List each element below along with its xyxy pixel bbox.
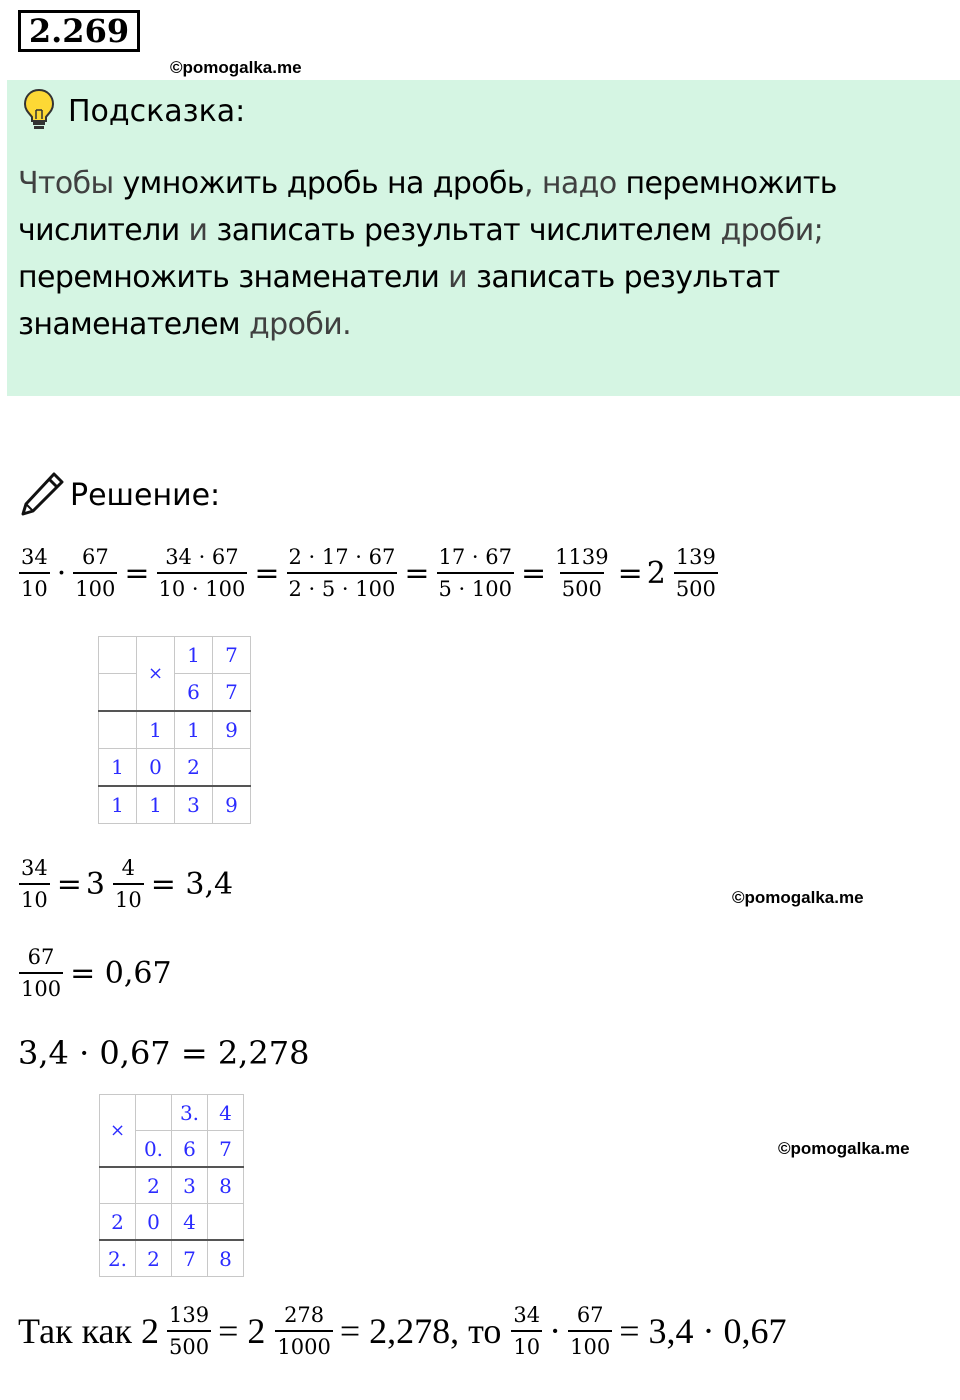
grid-cell: 7 (213, 637, 251, 674)
fraction: $\frac{34}{10}$ (21, 545, 48, 601)
final-statement: Так как 2 $\frac{139}{500}$ = 2 $\frac{278}{1000}$ = 2,278, то $\frac{34}{10}$ · $\frac{67}{100}$ = 3,4 · 0,67 (18, 1303, 787, 1359)
grid-cell: 2 (100, 1204, 136, 1241)
grid-cell: 7 (172, 1240, 208, 1277)
multiplication-grid-1 (98, 636, 251, 824)
hint-title: Подсказка: (68, 94, 246, 129)
grid-cell: 3 (172, 1167, 208, 1204)
grid-row (99, 749, 251, 787)
watermark: ©pomogalka.me (170, 58, 302, 77)
hint-segment: , надо (524, 166, 626, 201)
grid-cell: 3. (172, 1095, 208, 1131)
fraction: $\frac{278}{1000}$ (277, 1303, 331, 1359)
grid-cell: 6 (172, 1131, 208, 1168)
grid-row (99, 674, 251, 712)
hint-emphasis: умножить дробь на дробь (122, 166, 525, 201)
grid-cell (99, 637, 137, 674)
hint-segment: дроби. (240, 307, 352, 342)
grid-cell: 0 (136, 1204, 172, 1241)
fraction: $\frac{34}{10}$ (513, 1303, 541, 1359)
grid-cell: 7 (208, 1131, 244, 1168)
grid-cell: 2 (136, 1240, 172, 1277)
equation-1: $\frac{34}{10}$ · $\frac{67}{100}$ = $\frac{34 \cdot 67}{10 \cdot 100}$ = $\frac{2 \cdot 17 \cdot 67}{2 \cdot 5 \cdot 100}$ = $\frac{17 \cdot 67}{5 \cdot 100}$ = $\frac{1139}{500}$ = 2 $\frac{139}{500}$ (21, 545, 716, 601)
grid-cell: 2. (100, 1240, 136, 1277)
grid-cell: 1 (175, 637, 213, 674)
grid-cell: 4 (208, 1095, 244, 1131)
fraction: $\frac{34}{10}$ (21, 856, 48, 912)
hint-emphasis: записать результат знаменателем (18, 260, 780, 342)
grid-cell (99, 674, 137, 712)
equation-3: $\frac{67}{100}$ = 0,67 (21, 945, 172, 1001)
grid-cell: 0 (137, 749, 175, 787)
hint-segment: и (439, 260, 477, 295)
grid-row (100, 1095, 244, 1131)
grid-cell (213, 749, 251, 787)
fraction: $\frac{4}{10}$ (114, 856, 142, 912)
solution-title: Решение: (70, 478, 221, 513)
pencil-icon (18, 470, 66, 518)
hint-segment: Чтобы (18, 166, 123, 201)
fraction: $\frac{67}{100}$ (75, 545, 116, 601)
grid-cell: × (100, 1095, 136, 1168)
equation-4: 3,4 · 0,67 = 2,278 (18, 1034, 310, 1072)
grid-row (100, 1204, 244, 1241)
fraction: $\frac{67}{100}$ (21, 945, 62, 1001)
grid-cell: 9 (213, 711, 251, 749)
hint-text (18, 160, 950, 348)
grid-cell (99, 711, 137, 749)
grid-cell: 3 (175, 786, 213, 824)
grid-cell: 8 (208, 1240, 244, 1277)
grid-row (99, 711, 251, 749)
grid-cell: 9 (213, 786, 251, 824)
fraction: $\frac{67}{100}$ (570, 1303, 611, 1359)
grid-cell: 1 (99, 786, 137, 824)
hint-emphasis: перемножить числители (18, 166, 837, 248)
grid-cell: 1 (175, 711, 213, 749)
grid-cell: 6 (175, 674, 213, 712)
multiplication-grid-2 (99, 1094, 244, 1277)
grid-row (100, 1240, 244, 1277)
grid-row (99, 786, 251, 824)
grid-cell: 7 (213, 674, 251, 712)
hint-emphasis: перемножить знаменатели (18, 260, 440, 295)
equation-2: $\frac{34}{10}$ = 3 $\frac{4}{10}$ = 3,4 (21, 856, 234, 912)
fraction: $\frac{2 \cdot 17 \cdot 67}{2 \cdot 5 \cdot 100}$ (288, 545, 396, 601)
fraction: $\frac{17 \cdot 67}{5 \cdot 100}$ (438, 545, 512, 601)
task-number: 2.269 (18, 10, 140, 52)
grid-row (99, 637, 251, 674)
grid-cell: × (137, 637, 175, 712)
hint-segment: дроби; (711, 213, 824, 248)
watermark: ©pomogalka.me (732, 888, 864, 907)
grid-cell: 2 (136, 1167, 172, 1204)
lightbulb-icon (22, 88, 56, 130)
grid-cell: 0. (136, 1131, 172, 1168)
fraction: $\frac{139}{500}$ (675, 545, 716, 601)
grid-cell: 2 (175, 749, 213, 787)
hint-segment: и (179, 213, 217, 248)
grid-cell (136, 1095, 172, 1131)
grid-cell: 4 (172, 1204, 208, 1241)
fraction: $\frac{139}{500}$ (168, 1303, 210, 1359)
grid-cell (208, 1204, 244, 1241)
grid-cell: 1 (137, 711, 175, 749)
watermark: ©pomogalka.me (778, 1139, 910, 1158)
grid-cell: 1 (137, 786, 175, 824)
fraction: $\frac{1139}{500}$ (555, 545, 609, 601)
hint-emphasis: записать результат числителем (216, 213, 712, 248)
grid-cell (100, 1167, 136, 1204)
grid-cell: 8 (208, 1167, 244, 1204)
grid-row (100, 1167, 244, 1204)
fraction: $\frac{34 \cdot 67}{10 \cdot 100}$ (158, 545, 246, 601)
grid-cell: 1 (99, 749, 137, 787)
